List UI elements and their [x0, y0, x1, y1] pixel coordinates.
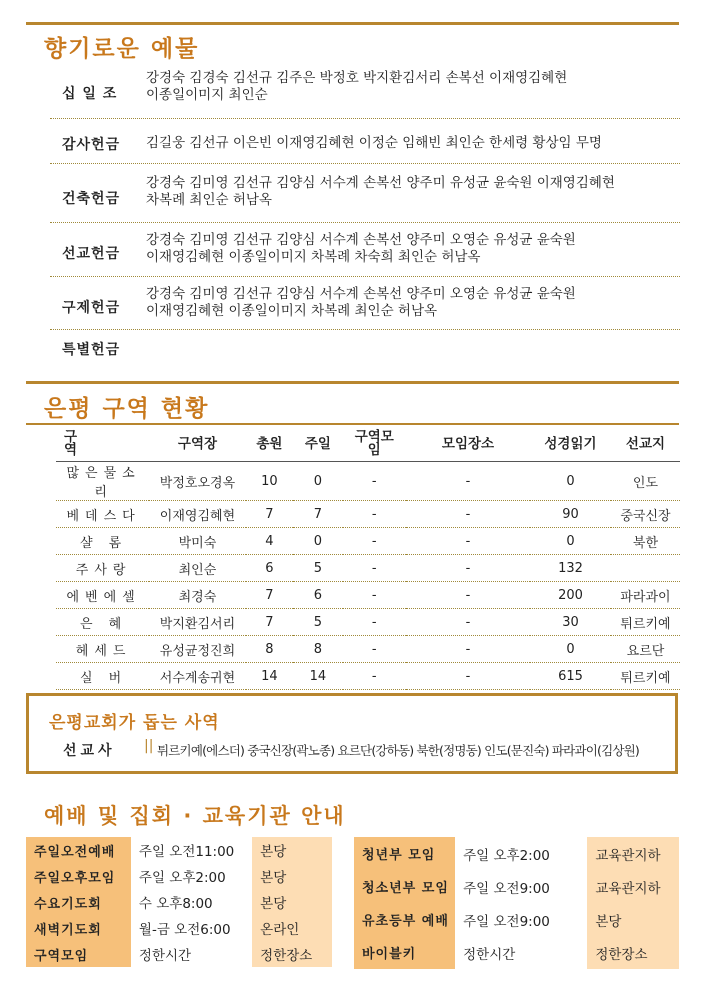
offering-names [146, 286, 676, 320]
district-place: - [406, 555, 530, 582]
district-row [56, 528, 680, 555]
offering-row [50, 171, 680, 223]
offering-names-line: 강경숙 김미영 김선규 김양심 서수계 손복선 양주미 오영순 유성균 윤숙원 [146, 232, 576, 248]
schedule-place: 본당 [252, 863, 332, 889]
district-place: - [406, 462, 530, 501]
district-sunday: 14 [293, 663, 342, 690]
district-leader: 박지환김서리 [149, 609, 245, 636]
district-meeting: - [343, 636, 406, 663]
offering-names [146, 135, 676, 152]
offering-names-line: 강경숙 김미영 김선규 김양심 서수계 손복선 양주미 오영순 유성균 윤숙원 [146, 286, 576, 302]
district-row [56, 555, 680, 582]
district-leader: 유성균정진희 [149, 636, 245, 663]
district-total: 6 [246, 555, 293, 582]
offering-names-line: 강경숙 김미영 김선규 김양심 서수계 손복선 양주미 유성균 윤숙원 이재영김혜현 [146, 175, 615, 191]
schedule-label: 주일오전예배 [26, 837, 131, 863]
offering-row [50, 228, 680, 277]
mission-text: 튀르키예(에스더) 중국신장(곽노종) 요르단(강하동) 북한(정명동) 인도(문진숙) 파라과이(김상원) [157, 743, 639, 758]
district-meeting: - [343, 462, 406, 501]
header-total: 총원 [246, 427, 293, 462]
offering-names-line: 이종일이미지 최인순 [146, 87, 268, 103]
district-total: 14 [246, 663, 293, 690]
schedule-row [354, 936, 679, 969]
offering-row [50, 282, 680, 330]
header-sunday: 주일 [293, 427, 342, 462]
schedule-label: 유초등부 예배 [354, 903, 455, 936]
schedule-row [354, 837, 679, 870]
district-total: 7 [246, 609, 293, 636]
worship-title: 예배 및 집회 · 교육기관 안내 [44, 804, 346, 828]
offering-label: 선교헌금 [62, 246, 121, 262]
district-leader: 박미숙 [149, 528, 245, 555]
schedule-label: 새벽기도회 [26, 915, 131, 941]
districts-rule-bottom [26, 423, 679, 425]
district-total: 7 [246, 582, 293, 609]
district-meeting: - [343, 582, 406, 609]
district-name: 샬 롬 [56, 528, 149, 555]
schedule-left-table [26, 837, 332, 967]
district-bible: 30 [530, 609, 611, 636]
top-rule [26, 22, 679, 25]
district-total: 8 [246, 636, 293, 663]
district-row [56, 609, 680, 636]
schedule-time: 주일 오전9:00 [455, 870, 587, 903]
district-total: 10 [246, 462, 293, 501]
district-total: 4 [246, 528, 293, 555]
district-mission: 튀르키예 [611, 609, 680, 636]
schedule-label: 주일오후모임 [26, 863, 131, 889]
district-bible: 0 [530, 462, 611, 501]
offering-names-line: 이재영김혜현 이종일이미지 차복례 차숙희 최인순 허남옥 [146, 249, 481, 265]
schedule-place: 본당 [252, 889, 332, 915]
schedule-label: 바이블키 [354, 936, 455, 969]
district-bible: 615 [530, 663, 611, 690]
district-row [56, 582, 680, 609]
district-sunday: 7 [293, 501, 342, 528]
district-sunday: 5 [293, 555, 342, 582]
schedule-right-table [354, 837, 679, 969]
district-bible: 200 [530, 582, 611, 609]
district-meeting: - [343, 555, 406, 582]
offering-names [146, 70, 676, 104]
district-name: 에벤에셀 [56, 582, 149, 609]
district-bible: 132 [530, 555, 611, 582]
district-mission: 북한 [611, 528, 680, 555]
district-meeting: - [343, 609, 406, 636]
header-mission: 선교지 [611, 427, 680, 462]
district-place: - [406, 663, 530, 690]
district-name: 주사랑 [56, 555, 149, 582]
schedule-place: 교육관지하 [587, 837, 679, 870]
district-meeting: - [343, 528, 406, 555]
district-bible: 0 [530, 636, 611, 663]
district-mission [611, 555, 680, 582]
district-row [56, 462, 680, 501]
district-mission: 파라과이 [611, 582, 680, 609]
schedule-place: 본당 [587, 903, 679, 936]
schedule-place: 본당 [252, 837, 332, 863]
district-leader: 박정호오경옥 [149, 462, 245, 501]
schedule-row [26, 941, 332, 967]
district-name: 실 버 [56, 663, 149, 690]
district-name: 헤세드 [56, 636, 149, 663]
schedule-place: 정한장소 [252, 941, 332, 967]
district-row [56, 501, 680, 528]
header-district: 구 역 [56, 427, 149, 462]
district-meeting: - [343, 663, 406, 690]
district-row [56, 663, 680, 690]
mission-label: 선교사 [63, 743, 116, 759]
district-bible: 0 [530, 528, 611, 555]
offering-label: 구제헌금 [62, 300, 121, 316]
mission-title: 은평교회가 돕는 사역 [49, 713, 220, 733]
schedule-time: 월-금 오전6:00 [131, 915, 252, 941]
mission-separator: || [144, 738, 154, 754]
header-place: 모임장소 [406, 427, 530, 462]
schedule-row [26, 915, 332, 941]
schedule-time: 주일 오전11:00 [131, 837, 252, 863]
schedule-time: 주일 오후2:00 [455, 837, 587, 870]
offering-names [146, 175, 676, 209]
offering-label: 건축헌금 [62, 191, 121, 207]
schedule-row [26, 889, 332, 915]
offering-row [50, 66, 680, 119]
district-table [56, 427, 680, 690]
offering-names-line: 김길웅 김선규 이은빈 이재영김혜현 이정순 임해빈 최인순 한세령 황상임 무명 [146, 135, 602, 151]
district-sunday: 0 [293, 462, 342, 501]
mission-box [26, 693, 678, 774]
schedule-row [26, 863, 332, 889]
offering-row [50, 123, 680, 164]
district-leader: 최인순 [149, 555, 245, 582]
district-place: - [406, 528, 530, 555]
district-total: 7 [246, 501, 293, 528]
offering-label: 십 일 조 [62, 86, 118, 102]
offering-names-line: 차복례 최인순 허남옥 [146, 192, 272, 208]
district-leader: 서수계송귀현 [149, 663, 245, 690]
header-leader: 구역장 [149, 427, 245, 462]
schedule-row [354, 903, 679, 936]
schedule-time: 주일 오후2:00 [131, 863, 252, 889]
offering-names-line: 이재영김혜현 이종일이미지 차복례 최인순 허남옥 [146, 303, 438, 319]
schedule-label: 구역모임 [26, 941, 131, 967]
district-place: - [406, 636, 530, 663]
schedule-place: 정한장소 [587, 936, 679, 969]
district-meeting: - [343, 501, 406, 528]
schedule-time: 주일 오전9:00 [455, 903, 587, 936]
district-sunday: 0 [293, 528, 342, 555]
district-sunday: 5 [293, 609, 342, 636]
district-leader: 이재영김혜현 [149, 501, 245, 528]
district-leader: 최경숙 [149, 582, 245, 609]
schedule-label: 청소년부 모임 [354, 870, 455, 903]
districts-rule-top [26, 381, 679, 384]
schedule-time: 정한시간 [455, 936, 587, 969]
schedule-label: 수요기도회 [26, 889, 131, 915]
district-mission: 인도 [611, 462, 680, 501]
schedule-row [354, 870, 679, 903]
offerings-title: 향기로운 예물 [44, 36, 200, 62]
district-sunday: 6 [293, 582, 342, 609]
offering-label: 감사헌금 [62, 137, 121, 153]
district-row [56, 636, 680, 663]
header-bible: 성경읽기 [530, 427, 611, 462]
district-sunday: 8 [293, 636, 342, 663]
schedule-place: 온라인 [252, 915, 332, 941]
districts-title: 은평 구역 현황 [44, 396, 210, 422]
offering-names [146, 232, 676, 266]
schedule-label: 청년부 모임 [354, 837, 455, 870]
offering-names-line: 강경숙 김경숙 김선규 김주은 박정호 박지환김서리 손복선 이재영김혜현 [146, 70, 568, 86]
header-meeting: 구역모임 [343, 427, 406, 462]
district-name: 많은물소리 [56, 462, 149, 501]
offering-label: 특별헌금 [62, 342, 121, 358]
district-mission: 요르단 [611, 636, 680, 663]
district-name: 베데스다 [56, 501, 149, 528]
schedule-place: 교육관지하 [587, 870, 679, 903]
district-place: - [406, 609, 530, 636]
district-place: - [406, 501, 530, 528]
district-header-row [56, 427, 680, 462]
district-name: 은 혜 [56, 609, 149, 636]
schedule-time: 수 오후8:00 [131, 889, 252, 915]
district-mission: 튀르키예 [611, 663, 680, 690]
district-place: - [406, 582, 530, 609]
district-bible: 90 [530, 501, 611, 528]
schedule-row [26, 837, 332, 863]
schedule-time: 정한시간 [131, 941, 252, 967]
district-mission: 중국신장 [611, 501, 680, 528]
offering-row [50, 334, 680, 362]
